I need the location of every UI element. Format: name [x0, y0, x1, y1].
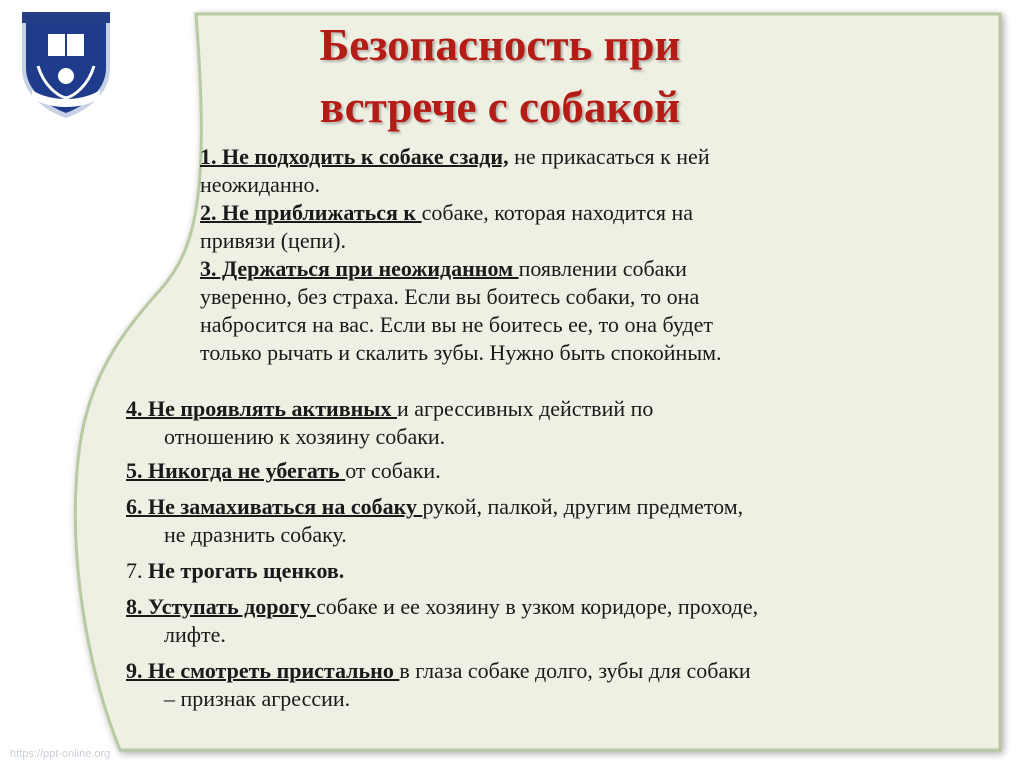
rule-4: [126, 395, 956, 451]
rule-continuation: набросится на вас. Если вы не боитесь ее, то она будет: [200, 312, 714, 337]
rule-lead: 4. Не проявлять активных: [126, 396, 397, 421]
rule-3: [200, 255, 900, 283]
rules-group-a: [200, 143, 900, 367]
title-line-2: встрече с собакой: [319, 82, 681, 132]
rule-lead: 5. Никогда не убегать: [126, 458, 346, 483]
rule-continuation: отношению к хозяину собаки.: [164, 424, 446, 449]
rule-1: [200, 143, 900, 171]
rule-continuation: привязи (цепи).: [200, 228, 346, 253]
rule-6: [126, 493, 956, 549]
rule-text: появлении собаки: [518, 256, 687, 281]
rule-number: 7.: [126, 558, 148, 583]
rule-text: собаке, которая находится на: [421, 200, 694, 225]
rule-lead: 3. Держаться при неожиданном: [200, 256, 519, 281]
rule-lead: 2. Не приближаться к: [200, 200, 422, 225]
rule-lead: 8. Уступать дорогу: [126, 594, 316, 619]
rule-continuation: лифте.: [164, 622, 226, 647]
rule-text: от собаки.: [345, 458, 441, 483]
organization-logo: [14, 6, 118, 122]
rule-text: и агрессивных действий по: [396, 396, 654, 421]
rule-text: собаке и ее хозяину в узком коридоре, проходе,: [315, 594, 759, 619]
rule-continuation: неожиданно.: [200, 172, 320, 197]
rule-continuation: только рычать и скалить зубы. Нужно быть спокойным.: [200, 340, 722, 365]
rule-lead: 6. Не замахиваться на собаку: [126, 494, 423, 519]
rule-lead: 1. Не подходить к собаке сзади,: [200, 144, 509, 169]
rule-continuation: не дразнить собаку.: [164, 522, 347, 547]
title-line-1: Безопасность при: [319, 20, 681, 70]
rule-lead: 9. Не смотреть пристально: [126, 658, 400, 683]
rule-9: [126, 657, 956, 713]
rule-text: в глаза собаке долго, зубы для собаки: [399, 658, 751, 683]
rule-8: [126, 593, 956, 649]
rule-text: не прикасаться к ней: [508, 144, 710, 169]
rule-7: [126, 557, 956, 585]
rule-continuation: уверенно, без страха. Если вы боитесь собаки, то она: [200, 284, 700, 309]
rule-2: [200, 199, 900, 227]
rules-group-b: [126, 395, 956, 717]
footer-watermark: https://ppt-online.org: [10, 748, 111, 760]
slide-title: [250, 14, 750, 138]
rule-text-bold: Не трогать щенков.: [148, 558, 345, 583]
rule-continuation: – признак агрессии.: [164, 686, 351, 711]
rule-5: [126, 457, 956, 485]
rule-text: рукой, палкой, другим предметом,: [422, 494, 744, 519]
